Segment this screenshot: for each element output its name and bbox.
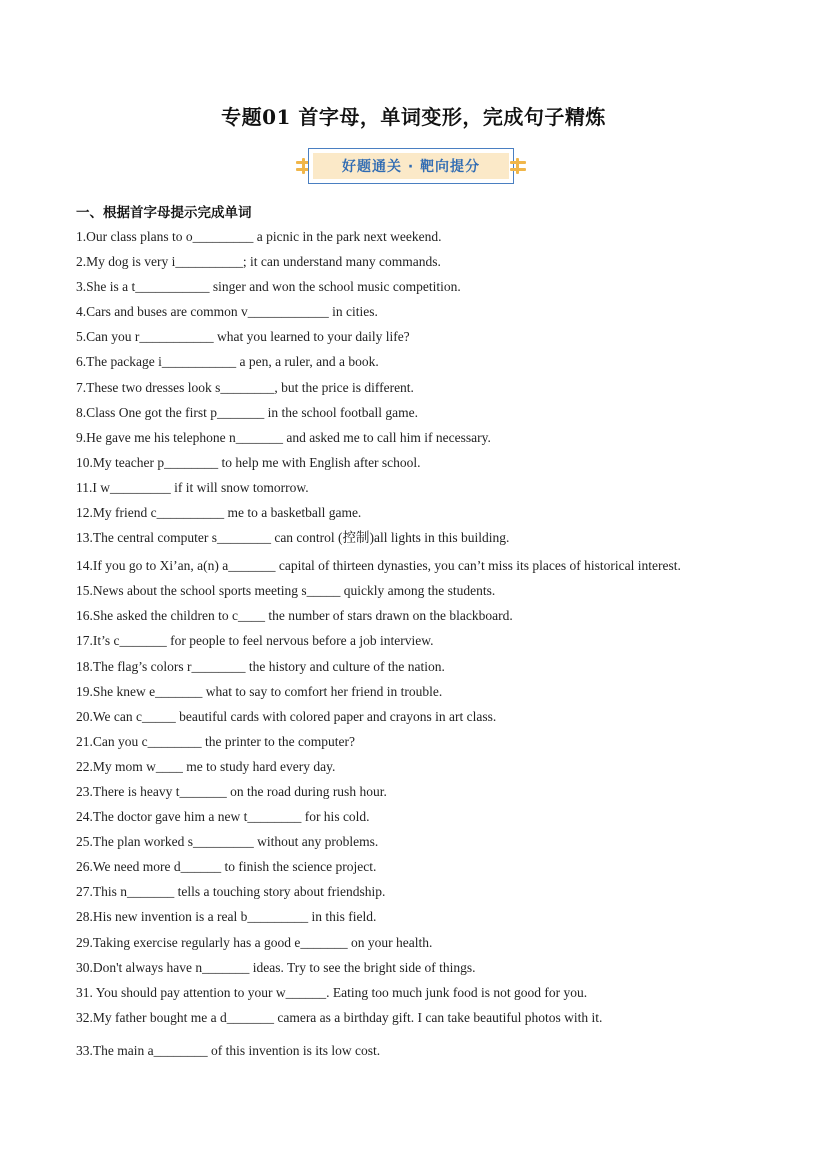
question-item: 9.He gave me his telephone n_______ and asked me to call him if necessary.: [76, 429, 491, 445]
question-item: 33.The main a________ of this invention is its low cost.: [76, 1042, 381, 1058]
question-item: 10.My teacher p________ to help me with English after school.: [76, 454, 421, 470]
section-heading: 一、根据首字母提示完成单词: [76, 205, 252, 221]
question-item: 7.These two dresses look s________, but the price is different.: [76, 379, 414, 395]
question-item: 3.She is a t___________ singer and won the school music competition.: [76, 279, 461, 295]
question-item: 13.The central computer s________ can control (控制)all lights in this building.: [76, 530, 510, 546]
page-title: 专题01 首字母，单词变形，完成句子精炼: [221, 105, 606, 129]
question-item: 19.She knew e_______ what to say to comfort her friend in trouble.: [76, 683, 443, 699]
question-item: 24.The doctor gave him a new t________ for his cold.: [76, 809, 370, 825]
question-item: 14.If you go to Xi’an, a(n) a_______ capital of thirteen dynasties, you can’t miss its places of historical interest.: [76, 558, 681, 574]
question-item: 20.We can c_____ beautiful cards with colored paper and crayons in art class.: [76, 708, 497, 724]
banner-text: 好题通关 · 靶向提分: [313, 153, 509, 179]
question-item: 17.It’s c_______ for people to feel nervous before a job interview.: [76, 633, 434, 649]
question-item: 21.Can you c________ the printer to the computer?: [76, 733, 355, 749]
banner-right-deco-icon: [510, 158, 526, 174]
question-item: 25.The plan worked s_________ without any problems.: [76, 834, 379, 850]
question-item: 11.I w_________ if it will snow tomorrow.: [76, 479, 309, 495]
section-banner: [296, 148, 526, 186]
question-item: 8.Class One got the first p_______ in the school football game.: [76, 404, 418, 420]
question-item: 18.The flag’s colors r________ the history and culture of the nation.: [76, 658, 445, 674]
question-item: 16.She asked the children to c____ the number of stars drawn on the blackboard.: [76, 608, 513, 624]
question-item: 27.This n_______ tells a touching story about friendship.: [76, 884, 386, 900]
question-item: 1.Our class plans to o_________ a picnic in the park next weekend.: [76, 229, 442, 244]
question-item: 29.Taking exercise regularly has a good e_______ on your health.: [76, 934, 433, 950]
question-item: 2.My dog is very i__________; it can understand many commands.: [76, 254, 441, 270]
question-item: 30.Don't always have n_______ ideas. Try to see the bright side of things.: [76, 959, 476, 975]
question-item: 15.News about the school sports meeting s_____ quickly among the students.: [76, 583, 496, 599]
question-item: 12.My friend c__________ me to a basketball game.: [76, 505, 362, 521]
question-item: 6.The package i___________ a pen, a ruler, and a book.: [76, 354, 379, 370]
question-item: 4.Cars and buses are common v____________ in cities.: [76, 304, 378, 320]
question-item: 5.Can you r___________ what you learned to your daily life?: [76, 329, 410, 345]
question-item: 32.My father bought me a d_______ camera as a birthday gift. I can take beautiful photos with it.: [76, 1009, 603, 1025]
question-item: 22.My mom w____ me to study hard every day.: [76, 758, 336, 774]
question-item: 26.We need more d______ to finish the science project.: [76, 859, 377, 875]
banner-box: [308, 148, 514, 184]
question-item: 28.His new invention is a real b_________ in this field.: [76, 909, 377, 925]
question-item: 31. You should pay attention to your w______. Eating too much junk food is not good for you.: [76, 984, 588, 1000]
question-item: 23.There is heavy t_______ on the road during rush hour.: [76, 783, 387, 799]
question-list: [76, 228, 776, 1067]
